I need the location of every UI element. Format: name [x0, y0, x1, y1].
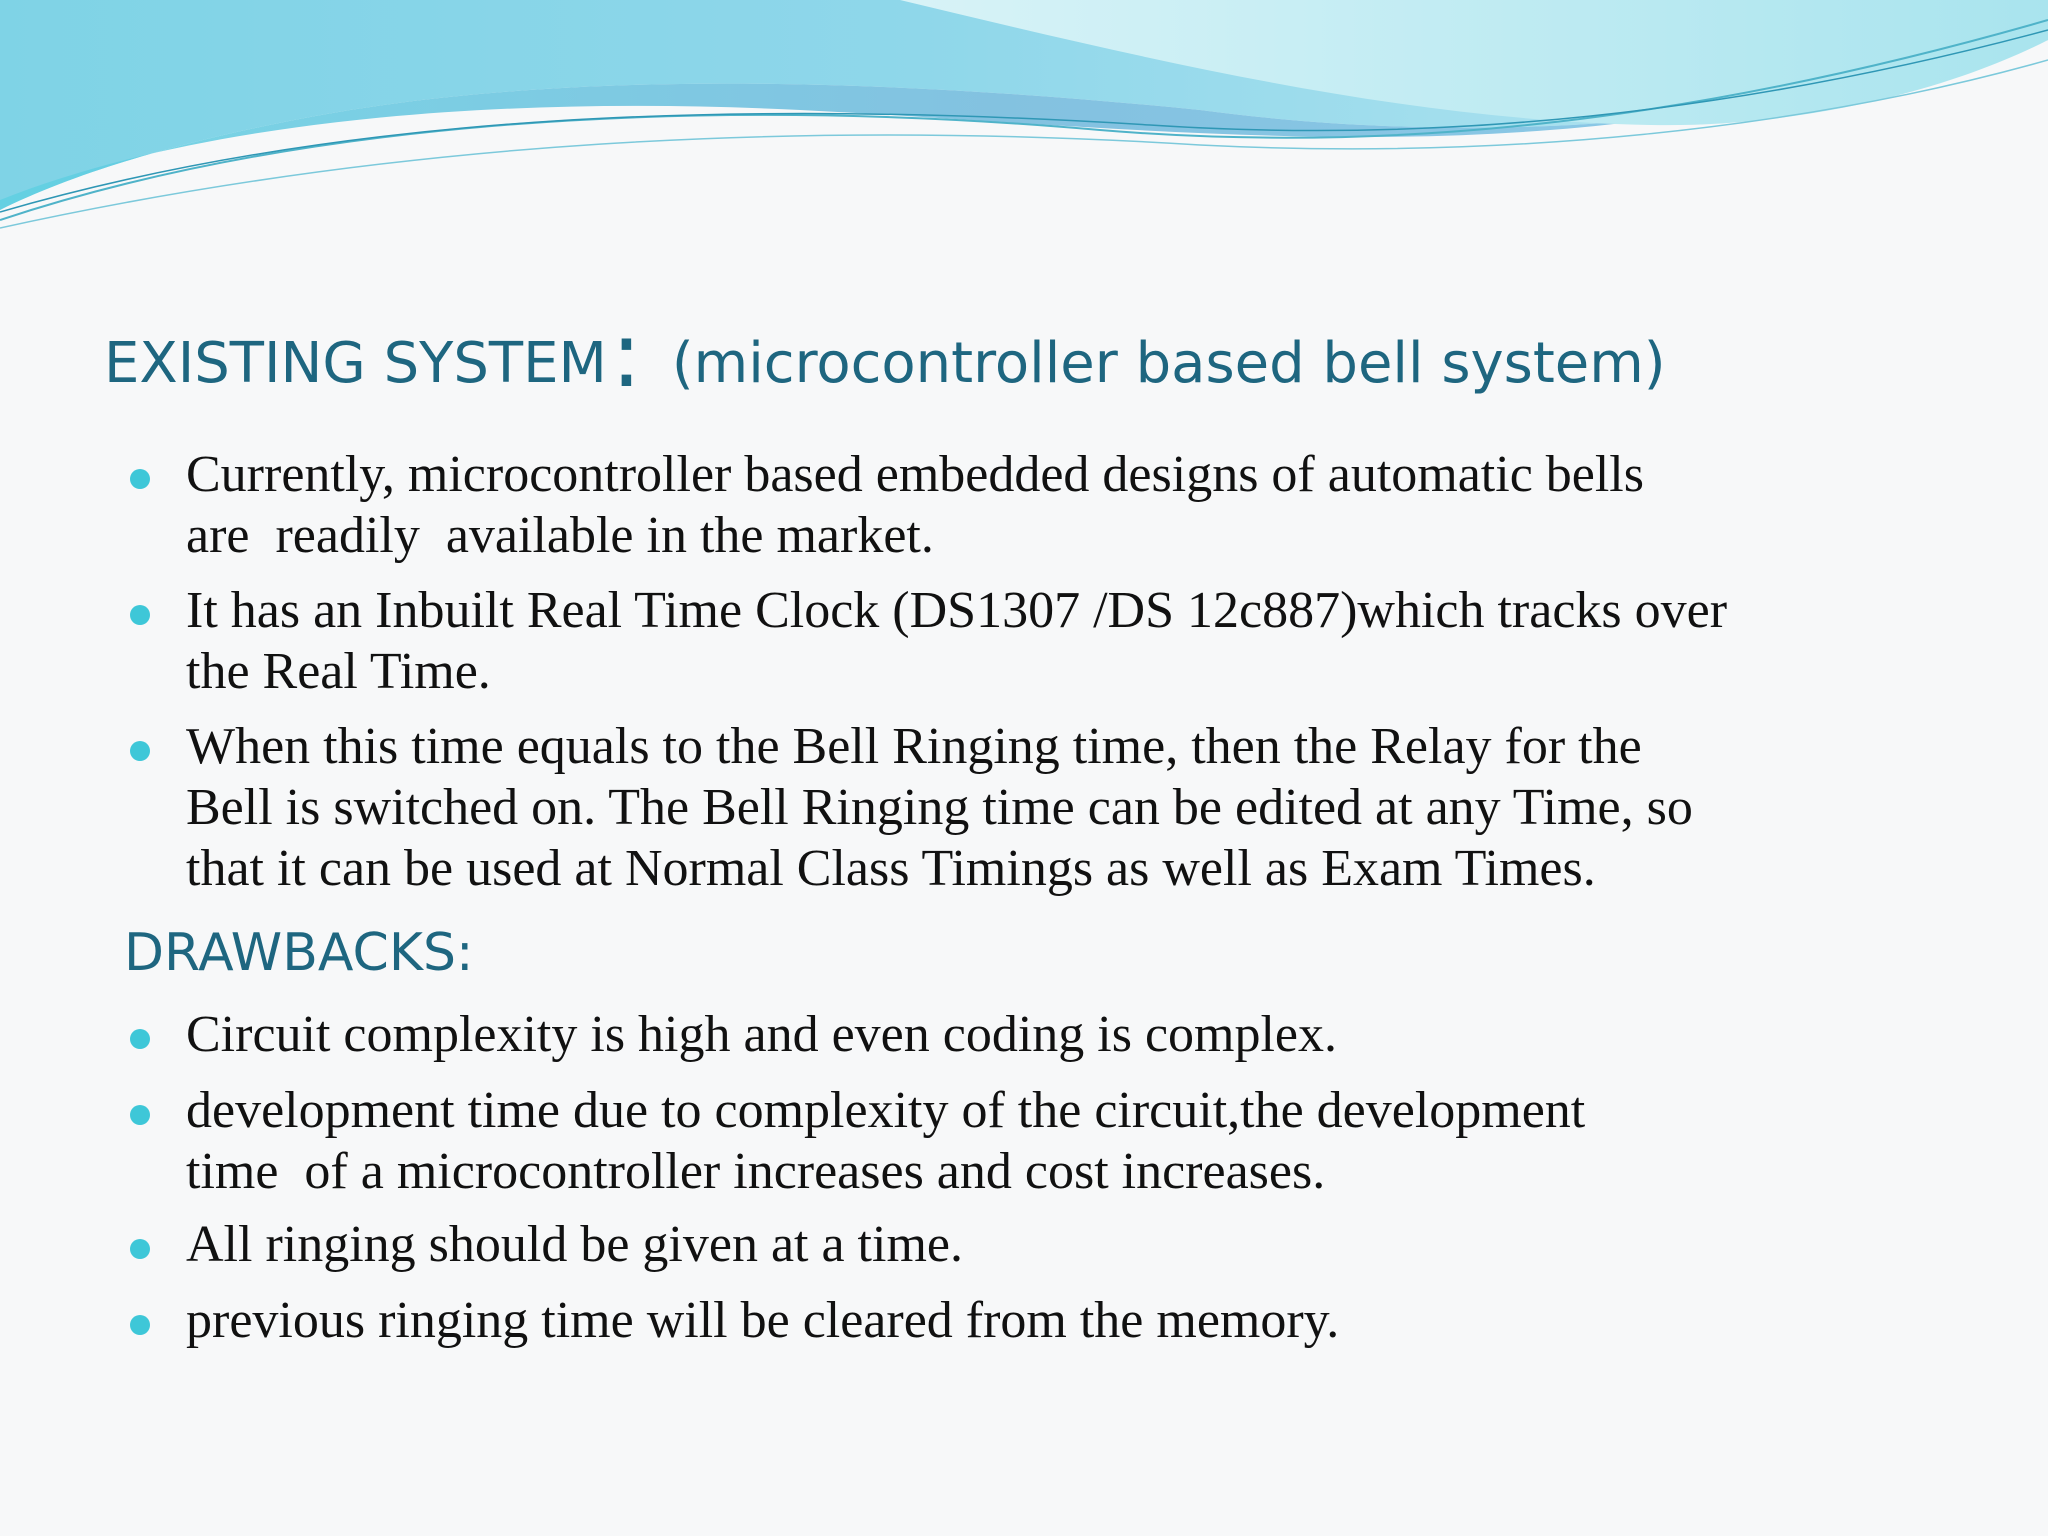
drawback-item [186, 1290, 1966, 1351]
bullet-line: are readily available in the market. [186, 507, 934, 564]
title-colon: : [610, 301, 642, 408]
bullet-line: Circuit complexity is high and even coding is complex. [186, 1006, 1338, 1063]
bullet-line: development time due to complexity of the circuit,the development [186, 1082, 1586, 1139]
bullet-line: All ringing should be given at a time. [186, 1216, 963, 1273]
bullet-point [186, 716, 1966, 899]
drawbacks-heading: DRAWBACKS: [124, 923, 474, 983]
drawback-item [186, 1080, 1966, 1202]
bullet-line: When this time equals to the Bell Ringing time, then the Relay for the [186, 718, 1642, 775]
drawback-item [186, 1004, 1966, 1065]
bullet-point [186, 580, 1966, 702]
title-subtitle: (microcontroller based bell system) [671, 331, 1666, 396]
bullet-line: It has an Inbuilt Real Time Clock (DS1307 /DS 12c887)which tracks over [186, 582, 1728, 639]
header-wave-decoration [0, 0, 2048, 240]
bullet-line: that it can be used at Normal Class Timings as well as Exam Times. [186, 840, 1596, 897]
bullet-line: Currently, microcontroller based embedded designs of automatic bells [186, 446, 1644, 503]
bullet-line: the Real Time. [186, 643, 491, 700]
title-main: EXISTING SYSTEM [104, 331, 607, 396]
slide-title [104, 300, 1666, 410]
bullet-point [186, 444, 1966, 566]
bullet-line: Bell is switched on. The Bell Ringing time can be edited at any Time, so [186, 779, 1693, 836]
bullet-line: time of a microcontroller increases and cost increases. [186, 1143, 1326, 1200]
drawback-item [186, 1214, 1966, 1275]
bullet-line: previous ringing time will be cleared from the memory. [186, 1292, 1340, 1349]
